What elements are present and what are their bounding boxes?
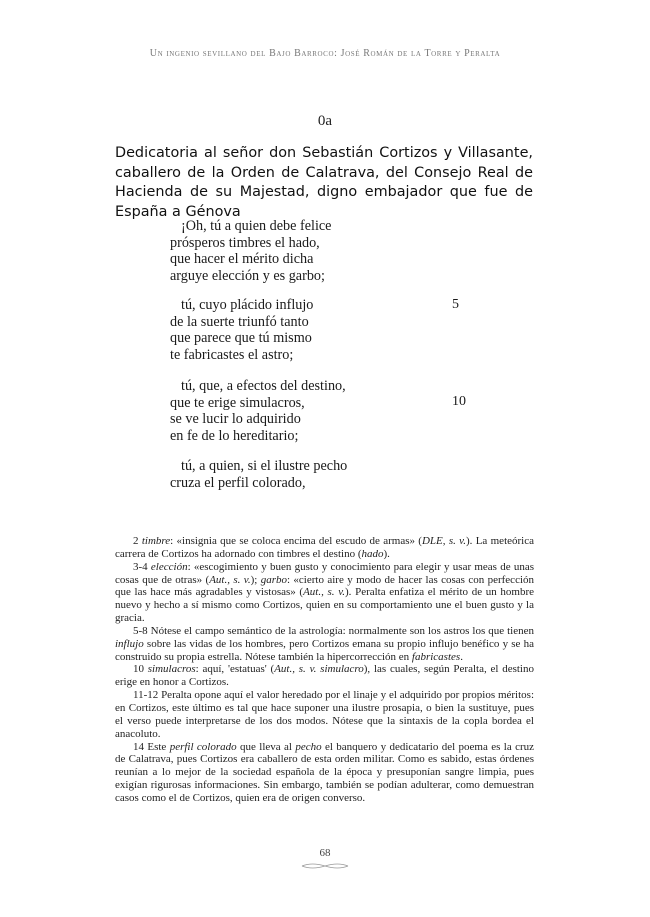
- line-number-5: 5: [452, 297, 459, 312]
- verse-line: tú, a quien, si el ilustre pecho: [181, 458, 348, 474]
- footnote-italic-term: hado: [361, 547, 384, 560]
- footnote: [115, 741, 534, 805]
- stanza-2: [170, 297, 500, 363]
- footnote: [115, 625, 534, 664]
- footnote-italic-term: Aut., s. v.: [209, 573, 251, 586]
- footnote-italic-term: simulacros: [147, 663, 196, 676]
- verse-line: que te erige simulacros,: [170, 394, 305, 411]
- verse-line: prósperos timbres el hado,: [170, 234, 320, 251]
- footnote-italic-term: elección: [150, 560, 188, 573]
- footnote-text: ). La meteórica carrera de Cortizos ha adornado con timbres el destino (: [115, 535, 534, 560]
- footnote-italic-term: garbo: [260, 573, 287, 586]
- verse-line: tú, que, a efectos del destino,: [181, 378, 346, 394]
- page-number: 68: [319, 847, 331, 859]
- footnote-italic-term: pecho: [295, 740, 322, 753]
- footnote-text: sobre las vidas de los hombres, pero Cortizos emana su propio influjo benéfico y se ha construido su propia estrella. Nótese también la hipercorrección en: [115, 637, 534, 663]
- footnote: [115, 663, 534, 689]
- footnote-italic-term: Aut., s. v. simulacro: [274, 663, 364, 676]
- footnote-text: : «insignia que se coloca encima del escudo de armas» (: [170, 535, 422, 547]
- verse-line: de la suerte triunfó tanto: [170, 313, 309, 330]
- footnote-text: 11-12 Peralta opone aquí el valor heredado por el linaje y el adquirido por propios méritos: en Cortizos, este último es tal que hace suponer una ilustre prosapia, o bien la sustituye, pues el verso puede interpretarse de los dos modos. Nótese que la sintaxis de la copla bordea el anacoluto.: [115, 689, 534, 740]
- footnote-text: : «escogimiento y buen gusto y conocimiento para elegir y usar meas de unas cosas que de otras» (: [115, 560, 534, 586]
- ornament-divider: [300, 862, 350, 870]
- verse-line: cruza el perfil colorado,: [170, 474, 306, 491]
- stanza-3: [170, 378, 500, 444]
- footnote-italic-term: influjo: [115, 637, 144, 650]
- footnote-text: );: [250, 573, 261, 586]
- footnote-text: 2: [133, 535, 142, 547]
- footnotes: [115, 535, 534, 805]
- stanza-4: [170, 458, 500, 491]
- stanza-1: [170, 218, 500, 284]
- footnote-text: que lleva al: [236, 740, 296, 753]
- running-title: Un ingenio sevillano del Bajo Barroco: José Román de la Torre y Peralta: [149, 48, 501, 59]
- footnote-italic-term: timbre: [141, 535, 171, 547]
- footnote-italic-term: fabricastes: [411, 650, 461, 663]
- footnote-text: ), las cuales, según Peralta, el destino erige en honor a Cortizos.: [115, 663, 534, 689]
- footnote-text: ).: [383, 547, 390, 560]
- verse-line: tú, cuyo plácido influjo: [181, 297, 314, 313]
- verse-line: en fe de lo hereditario;: [170, 427, 299, 444]
- footnote-text: 3-4: [133, 560, 151, 573]
- verse-line: que hacer el mérito dicha: [170, 251, 314, 268]
- footnote: [115, 535, 534, 561]
- footnote-text: el banquero y dedicatario del poema es la cruz de Calatrava, pues Cortizos era caballero de esta orden militar. Como es sabido, estas órdenes reunían a lo mejor de la sociedad española de la época y presuponían sangre limpia, pues exigían rigurosas informaciones. Sin embargo, también se podían adulterar, como demuestran casos como el de Cortizos, quien era de origen converso.: [115, 740, 534, 804]
- verse-line: ¡Oh, tú a quien debe felice: [181, 218, 332, 234]
- footnote-text: : «cierto aire y modo de hacer las cosas con perfección que las hace más agradables y vistosas» (: [115, 573, 535, 599]
- footnote-italic-term: perfil colorado: [169, 740, 237, 753]
- footnote-text: : aquí, 'estatuas' (: [195, 663, 275, 676]
- footnote-italic-term: DLE, s. v.: [421, 535, 466, 547]
- footnote-text: 5-8 Nótese el campo semántico de la astrología: normalmente son los astros los que tienen: [133, 624, 534, 637]
- verse-line: arguye elección y es garbo;: [170, 267, 325, 284]
- poem-heading: Dedicatoria al señor don Sebastián Cortizos y Villasante, caballero de la Orden de Calatrava, del Consejo Real de Hacienda de su Majestad, digno embajador que fue de España a Génova: [115, 145, 533, 220]
- poem-number: 0a: [317, 113, 333, 129]
- footnote-text: 10: [133, 663, 148, 676]
- footnote-text: ). Peralta enfatiza el mérito de un hombre nuevo y hecho a sí mismo como Cortizos, quien en su comportamiento une el buen gusto y la gracia.: [115, 586, 534, 625]
- footnote-italic-term: Aut., s. v.: [303, 586, 346, 599]
- line-number-10: 10: [452, 394, 466, 409]
- footnote-text: 14 Este: [133, 740, 170, 753]
- footnote: [115, 561, 534, 625]
- footnote: [115, 689, 534, 740]
- verse-line: te fabricastes el astro;: [170, 346, 294, 363]
- verse-line: se ve lucir lo adquirido: [170, 411, 301, 428]
- footnote-text: .: [460, 650, 463, 663]
- verse-line: que parece que tú mismo: [170, 330, 312, 347]
